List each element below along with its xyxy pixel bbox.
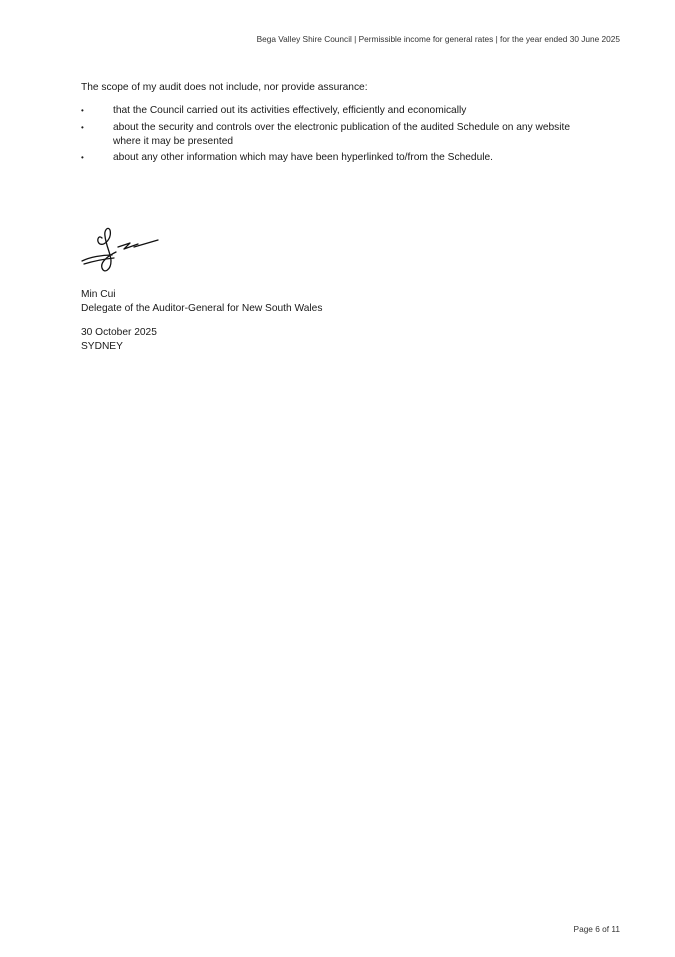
page-number: Page 6 of 11 bbox=[573, 924, 620, 934]
bullet-marker: • bbox=[81, 153, 84, 162]
list-item bbox=[81, 151, 591, 165]
list-item bbox=[81, 121, 591, 149]
signatory-title: Delegate of the Auditor-General for New South Wales bbox=[81, 303, 323, 314]
signature-icon bbox=[78, 224, 162, 276]
signing-date: 30 October 2025 bbox=[81, 327, 157, 338]
date-location-block bbox=[81, 326, 157, 354]
running-header: Bega Valley Shire Council | Permissible income for general rates | for the year ended 30 June 2025 bbox=[256, 34, 620, 44]
signing-city: SYDNEY bbox=[81, 341, 123, 352]
scope-intro: The scope of my audit does not include, nor provide assurance: bbox=[81, 82, 368, 93]
list-item-text: that the Council carried out its activities effectively, efficiently and economically bbox=[113, 105, 467, 116]
list-item bbox=[81, 104, 591, 118]
bullet-marker: • bbox=[81, 122, 84, 132]
signatory-name: Min Cui bbox=[81, 289, 116, 300]
scope-exclusions-list bbox=[81, 104, 591, 168]
signatory-block bbox=[81, 288, 322, 316]
bullet-marker: • bbox=[81, 106, 84, 115]
list-item-text: about the security and controls over the electronic publication of the audited Schedule on any website where it may be presented bbox=[113, 121, 571, 147]
list-item-text: about any other information which may have been hyperlinked to/from the Schedule. bbox=[113, 152, 493, 163]
